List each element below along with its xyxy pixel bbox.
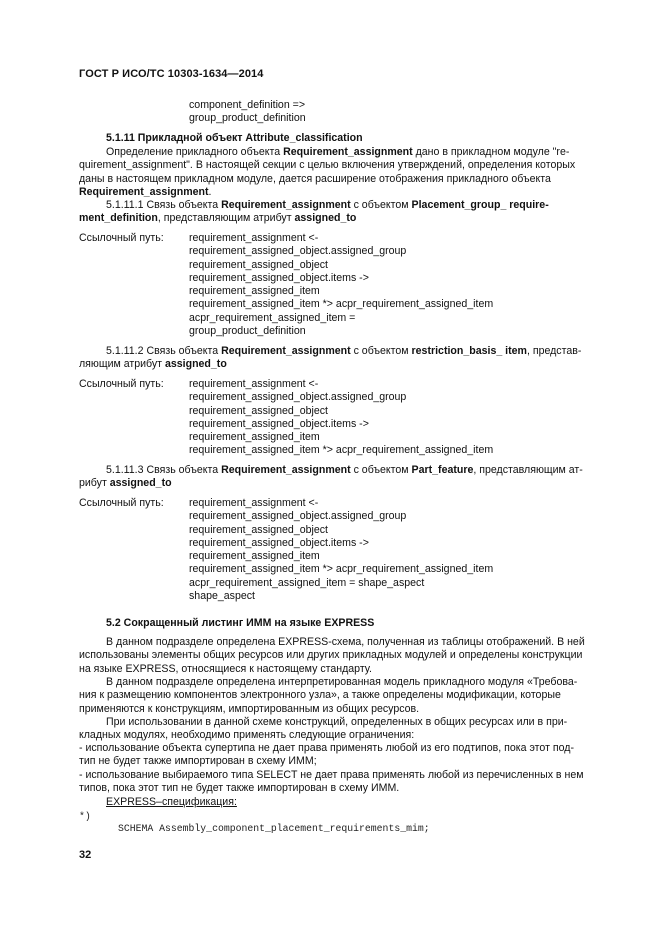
reference-path-list: [189, 497, 493, 603]
section-5-2-paragraph-1: [79, 636, 615, 676]
path-line: shape_aspect: [189, 590, 255, 603]
path-line: requirement_assigned_item *> acpr_requirement_assigned_item: [189, 444, 494, 457]
page-number: 32: [79, 849, 92, 861]
path-line: requirement_assigned_object.assigned_group: [189, 391, 407, 404]
restriction-item-2: [79, 769, 615, 796]
reference-path-list: [189, 232, 493, 338]
reference-path-label: Ссылочный путь:: [79, 497, 164, 509]
para-line: тип не будет также импортирован в схему ИММ;: [79, 755, 317, 768]
express-spec-label: EXPRESS–спецификация:: [106, 796, 237, 808]
subsection-5-1-11-3-intro: [79, 464, 615, 491]
path-line: requirement_assignment <-: [189, 378, 319, 390]
path-line: requirement_assignment <-: [189, 497, 319, 509]
intro-line: 5.1.11.3 Связь объекта Requirement_assignment с объектом Part_feature, представляющим ат-: [106, 464, 583, 476]
path-line: requirement_assigned_item *> acpr_requirement_assigned_item: [189, 563, 494, 576]
path-line: requirement_assigned_item: [189, 431, 320, 444]
para-line: - использование выбираемого типа SELECT не дает права применять любой из перечисленных в нем: [79, 769, 584, 781]
para-line: - использование объекта супертипа не дает права применять любой из его подтипов, пока этот под-: [79, 742, 574, 754]
path-line: requirement_assignment <-: [189, 232, 319, 244]
restriction-item-1: [79, 742, 615, 769]
intro-line: ляющим атрибут assigned_to: [79, 358, 227, 371]
para-line: применяются к конструкциям, импортированным из общих ресурсов.: [79, 702, 420, 715]
intro-line: 5.1.11.1 Связь объекта Requirement_assignment с объектом Placement_group_ require-: [106, 199, 549, 211]
intro-line: 5.1.11.2 Связь объекта Requirement_assignment с объектом restriction_basis_ item, представ-: [106, 345, 582, 357]
path-line: requirement_assigned_object.assigned_group: [189, 510, 407, 523]
para-line: даны в настоящем прикладном модуле, дается расширение отображения прикладного объекта: [79, 172, 551, 185]
para-line: типов, пока этот тип не будет также импортирован в схему ИММ.: [79, 782, 400, 795]
path-line: requirement_assigned_object.items ->: [189, 536, 369, 549]
subsection-5-1-11-2-intro: [79, 345, 615, 372]
path-line: requirement_assigned_item *> acpr_requirement_assigned_item: [189, 298, 494, 311]
code-schema-line: SCHEMA Assembly_component_placement_requirements_mim;: [118, 823, 430, 834]
path-line: requirement_assigned_item: [189, 285, 320, 298]
section-5-2-heading: 5.2 Сокращенный листинг ИММ на языке EXPRESS: [106, 617, 375, 629]
para-line: Определение прикладного объекта Requirement_assignment дано в прикладном модуле "re-: [106, 146, 570, 158]
para-line: на языке EXPRESS, относящиеся к настоящему стандарту.: [79, 662, 372, 675]
path-line: acpr_requirement_assigned_item = shape_aspect: [189, 576, 425, 589]
reference-path-label: Ссылочный путь:: [79, 378, 164, 390]
para-line: Requirement_assignment.: [79, 185, 212, 198]
section-5-1-11-paragraph: [79, 146, 615, 199]
path-line: requirement_assigned_object.assigned_group: [189, 245, 407, 258]
section-5-2-paragraph-3: [79, 716, 615, 743]
document-header: ГОСТ Р ИСО/ТС 10303-1634—2014: [79, 68, 264, 80]
top-path-continuation: [189, 99, 306, 126]
path-line: requirement_assigned_object: [189, 404, 328, 417]
para-line: кладных модулях, необходимо применять следующие ограничения:: [79, 729, 415, 742]
path-line: requirement_assigned_object: [189, 523, 328, 536]
path-line: group_product_definition: [189, 112, 306, 125]
reference-path-label: Ссылочный путь:: [79, 232, 164, 244]
section-5-1-11-heading: 5.1.11 Прикладной объект Attribute_classification: [106, 132, 363, 144]
path-line: requirement_assigned_item: [189, 550, 320, 563]
para-line: При использовании в данной схеме конструкций, определенных в общих ресурсах или в при-: [106, 716, 568, 728]
path-line: acpr_requirement_assigned_item =: [189, 311, 356, 324]
path-line: requirement_assigned_object: [189, 258, 328, 271]
para-line: quirement_assignment". В настоящей секции с целью включения утверждений, определения которых: [79, 159, 576, 172]
path-line: requirement_assigned_object.items ->: [189, 271, 369, 284]
section-5-2-paragraph-2: [79, 676, 615, 716]
intro-line: ment_definition, представляющим атрибут assigned_to: [79, 212, 357, 225]
para-line: использованы элементы общих ресурсов или других прикладных модулей и определены конструкции: [79, 649, 583, 662]
intro-line: рибут assigned_to: [79, 477, 172, 490]
subsection-5-1-11-1-intro: [79, 199, 615, 226]
para-line: ния к размещению компонентов электронного узла», а также определены модификации, которые: [79, 689, 561, 702]
code-comment-close: *): [79, 811, 91, 822]
path-line: component_definition =>: [189, 99, 306, 111]
para-line: В данном подразделе определена EXPRESS-схема, полученная из таблицы отображений. В ней: [106, 636, 585, 648]
path-line: group_product_definition: [189, 325, 306, 338]
para-line: В данном подразделе определена интерпретированная модель прикладного модуля «Требова-: [106, 676, 578, 688]
reference-path-list: [189, 378, 493, 458]
path-line: requirement_assigned_object.items ->: [189, 417, 369, 430]
